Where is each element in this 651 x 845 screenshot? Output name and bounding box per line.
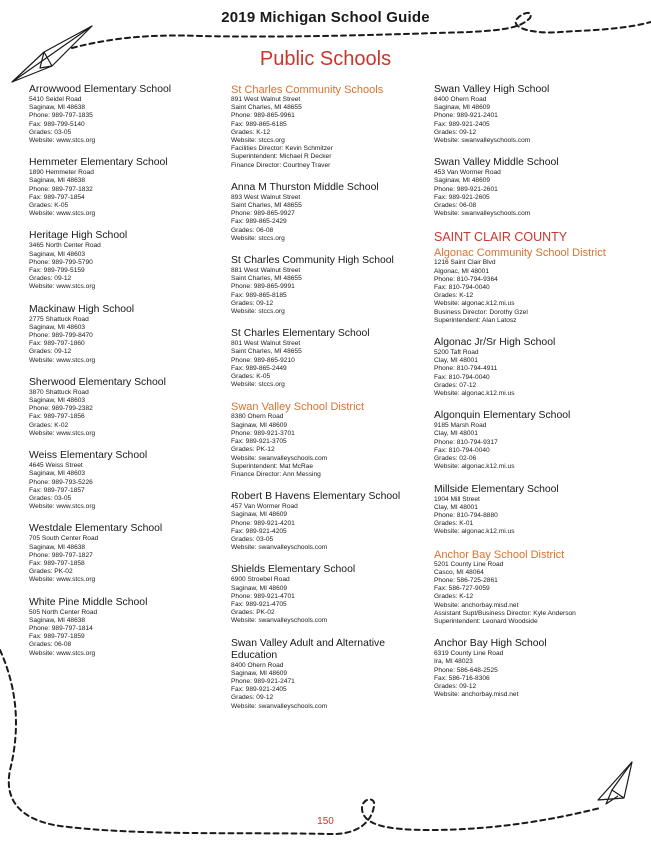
school-detail-line: Phone: 989-799-8470 xyxy=(29,332,93,340)
school-name: Arrowwood Elementary School xyxy=(29,84,172,95)
school-detail-line: Phone: 989-799-5790 xyxy=(29,258,93,266)
paper-airplane-icon xyxy=(598,762,632,804)
school-detail-line: Grades: PK-12 xyxy=(231,446,275,454)
school-detail-line: Fax: 989-799-5159 xyxy=(29,267,85,275)
school-detail-line: Website: stccs.org xyxy=(231,234,285,242)
school-detail-line: Fax: 586-727-9059 xyxy=(434,585,490,593)
school-entry xyxy=(434,484,639,537)
school-detail-line: Phone: 989-865-9927 xyxy=(231,210,295,218)
school-name: Algonac Jr/Sr High School xyxy=(434,337,556,349)
school-detail-line: Saginaw, MI 48638 xyxy=(29,543,86,551)
school-detail-line: Phone: 586-725-2861 xyxy=(434,576,498,584)
school-detail-line: Saginaw, MI 48609 xyxy=(231,511,288,519)
school-detail-line: 5201 County Line Road xyxy=(434,560,504,568)
school-detail-line: 5410 Seidel Road xyxy=(29,96,82,103)
school-detail-line: Website: www.stcs.org xyxy=(29,137,96,145)
school-detail-line: 1904 Mill Street xyxy=(434,495,480,503)
school-name: Millside Elementary School xyxy=(434,483,559,495)
school-name: Westdale Elementary School xyxy=(29,523,163,535)
school-entry xyxy=(29,377,224,438)
school-detail-line: Saginaw, MI 48609 xyxy=(231,421,288,429)
school-detail-line: 1890 Hemmeter Road xyxy=(29,169,94,177)
school-detail-line: Grades: PK-02 xyxy=(231,609,275,617)
school-detail-line: Phone: 989-921-2471 xyxy=(231,677,295,685)
school-detail-line: Grades: K-12 xyxy=(231,128,271,136)
school-detail-line: Grades: K-05 xyxy=(29,202,69,210)
school-detail-line: 881 West Walnut Street xyxy=(231,267,301,275)
school-detail-line: Fax: 989-921-4205 xyxy=(231,527,287,535)
school-detail-line: Fax: 810-794-0040 xyxy=(434,446,490,454)
school-detail-line: 457 Van Wormer Road xyxy=(231,503,298,511)
school-detail-line: Saint Charles, MI 48655 xyxy=(231,275,302,283)
school-detail-line: 705 South Center Road xyxy=(29,535,99,543)
school-detail-line: Saginaw, MI 48638 xyxy=(29,616,86,624)
school-detail-line: Superintendent: Leonard Woodside xyxy=(434,617,538,625)
school-entry xyxy=(434,638,639,699)
school-detail-line: Website: swanvalleyschools.com xyxy=(231,454,328,462)
school-name: Anna M Thurston Middle School xyxy=(231,181,379,193)
school-detail-line: Phone: 810-794-8880 xyxy=(434,511,498,519)
school-detail-line: Casco, MI 48064 xyxy=(434,568,484,576)
school-name: Weiss Elementary School xyxy=(29,450,148,462)
school-detail-line: Fax: 989-865-6185 xyxy=(231,120,287,128)
school-detail-line: Phone: 586-648-2525 xyxy=(434,666,498,674)
school-detail-line: 2775 Shattuck Road xyxy=(29,315,89,323)
school-name: St Charles Elementary School xyxy=(231,328,370,340)
school-entry xyxy=(434,549,639,627)
school-detail-line: Clay, MI 48001 xyxy=(434,503,478,511)
school-detail-line: Phone: 989-865-9991 xyxy=(231,283,295,291)
school-detail-line: Grades: 09-12 xyxy=(231,694,274,702)
school-name: Hemmeter Elementary School xyxy=(29,157,168,169)
school-entry xyxy=(29,304,224,365)
school-detail-line: Phone: 989-921-4201 xyxy=(231,519,295,527)
school-entry xyxy=(29,157,224,218)
school-detail-line: Grades: 03-05 xyxy=(29,128,72,136)
school-detail-line: Fax: 989-799-5140 xyxy=(29,120,85,128)
school-detail-line: Fax: 810-794-0040 xyxy=(434,284,490,292)
school-detail-line: Fax: 989-921-2405 xyxy=(434,120,490,128)
school-name: Shields Elementary School xyxy=(231,564,356,576)
school-detail-line: Saginaw, MI 48603 xyxy=(29,323,86,331)
school-detail-line: Website: anchorbay.misd.net xyxy=(434,601,519,609)
school-detail-line: Grades: 03-05 xyxy=(29,494,72,502)
school-detail-line: Website: swanvalleyschools.com xyxy=(231,702,328,710)
school-detail-line: 3870 Shattuck Road xyxy=(29,388,89,396)
school-detail-line: Website: swanvalleyschools.com xyxy=(434,210,531,218)
school-name: Swan Valley High School xyxy=(434,84,550,95)
school-detail-line: Saginaw, MI 48609 xyxy=(231,584,288,592)
school-detail-line: Grades: 06-08 xyxy=(29,641,72,649)
page-number: 150 xyxy=(317,816,334,827)
school-detail-line: Phone: 989-797-1827 xyxy=(29,551,93,559)
school-detail-line: Saginaw, MI 48638 xyxy=(29,177,86,185)
school-detail-line: Fax: 989-865-2449 xyxy=(231,364,287,372)
school-entry xyxy=(434,410,639,471)
school-detail-line: Finance Director: Courtney Traver xyxy=(231,161,331,169)
school-detail-line: Website: swanvalleyschools.com xyxy=(231,617,328,625)
directory-column-3 xyxy=(434,84,639,711)
school-detail-line: Fax: 989-921-2405 xyxy=(231,686,287,694)
district-name: St Charles Community Schools xyxy=(231,84,384,96)
district-name: Swan Valley School District xyxy=(231,401,365,414)
school-name: Anchor Bay High School xyxy=(434,638,547,650)
school-entry xyxy=(231,401,431,479)
school-detail-line: 8400 Ohern Road xyxy=(231,661,284,669)
school-detail-line: Saginaw, MI 48609 xyxy=(434,177,491,185)
school-entry xyxy=(231,328,431,389)
school-detail-line: Grades: K-02 xyxy=(29,421,69,429)
school-detail-line: Website: stccs.org xyxy=(231,308,285,316)
school-detail-line: Saginaw, MI 48603 xyxy=(29,397,86,405)
school-detail-line: Website: algonac.k12.mi.us xyxy=(434,463,515,471)
school-detail-line: Grades: 07-12 xyxy=(434,381,477,389)
school-detail-line: 893 West Walnut Street xyxy=(231,193,301,201)
school-detail-line: Grades: 03-05 xyxy=(231,535,274,543)
school-detail-line: Grades: K-01 xyxy=(434,520,474,528)
school-detail-line: Website: swanvalleyschools.com xyxy=(434,137,531,145)
school-name: Heritage High School xyxy=(29,230,128,242)
school-detail-line: Phone: 989-865-9210 xyxy=(231,356,295,364)
school-detail-line: Saginaw, MI 48609 xyxy=(231,669,288,677)
school-detail-line: Phone: 810-794-9317 xyxy=(434,438,498,446)
school-detail-line: Ira, MI 48023 xyxy=(434,658,473,666)
school-detail-line: Superintendent: Alan Latosz xyxy=(434,316,517,324)
school-entry xyxy=(231,84,431,170)
school-entry xyxy=(29,230,224,291)
school-detail-line: Grades: PK-02 xyxy=(29,568,73,576)
section-heading: Public Schools xyxy=(259,48,392,70)
district-name: Anchor Bay School District xyxy=(434,548,565,561)
school-detail-line: Superintendent: Michael R Decker xyxy=(231,153,332,161)
school-detail-line: 4645 Weiss Street xyxy=(29,462,83,470)
school-detail-line: Phone: 989-921-3701 xyxy=(231,429,295,437)
school-detail-line: Business Director: Dorothy Gzel xyxy=(434,308,528,316)
school-detail-line: Phone: 989-921-4701 xyxy=(231,592,295,600)
school-detail-line: Website: www.stcs.org xyxy=(29,356,96,364)
school-entry xyxy=(29,523,224,584)
school-entry xyxy=(434,230,639,325)
school-detail-line: 453 Van Wormer Road xyxy=(434,169,501,177)
school-detail-line: Saint Charles, MI 48655 xyxy=(231,104,302,112)
school-name: White Pine Middle School xyxy=(29,596,148,608)
school-detail-line: 9185 Marsh Road xyxy=(434,422,487,430)
school-detail-line: Website: anchorbay.misd.net xyxy=(434,691,519,699)
school-detail-line: Saginaw, MI 48609 xyxy=(434,104,491,112)
school-detail-line: Phone: 989-793-5226 xyxy=(29,478,93,486)
school-detail-line: Website: stccs.org xyxy=(231,137,285,145)
school-detail-line: Grades: K-05 xyxy=(231,373,271,381)
school-detail-line: Website: www.stcs.org xyxy=(29,283,96,291)
district-name: Algonac Community School District xyxy=(434,247,606,260)
school-detail-line: Fax: 989-797-1860 xyxy=(29,340,85,348)
school-name: Swan Valley Middle School xyxy=(434,157,559,169)
school-entry xyxy=(231,182,431,243)
school-detail-line: 505 North Center Road xyxy=(29,608,98,616)
school-name: Robert B Havens Elementary School xyxy=(231,491,401,503)
school-detail-line: Saint Charles, MI 48655 xyxy=(231,348,302,356)
county-heading: SAINT CLAIR COUNTY xyxy=(434,230,568,245)
school-detail-line: Saginaw, MI 48603 xyxy=(29,470,86,478)
school-detail-line: 801 West Walnut Street xyxy=(231,340,301,348)
school-detail-line: Website: algonac.k12.mi.us xyxy=(434,300,515,308)
school-detail-line: Fax: 989-797-1858 xyxy=(29,559,85,567)
school-detail-line: Grades: K-12 xyxy=(434,593,474,601)
school-detail-line: Grades: 09-12 xyxy=(231,299,274,307)
school-detail-line: Grades: 09-12 xyxy=(434,128,477,136)
school-detail-line: Facilities Director: Kevin Schmitzer xyxy=(231,145,333,153)
school-detail-line: Fax: 989-797-1854 xyxy=(29,193,85,201)
school-detail-line: Grades: 06-08 xyxy=(231,226,274,234)
school-detail-line: 8400 Ohern Road xyxy=(434,96,487,103)
school-detail-line: Assistant Supt/Business Director: Kyle Anderson xyxy=(434,609,576,617)
school-detail-line: 6319 County Line Road xyxy=(434,650,504,658)
school-detail-line: Fax: 989-865-2429 xyxy=(231,218,287,226)
school-detail-line: Clay, MI 48001 xyxy=(434,430,478,438)
school-detail-line: Phone: 989-921-2401 xyxy=(434,112,498,120)
school-entry xyxy=(434,84,639,145)
school-detail-line: Grades: 06-08 xyxy=(434,202,477,210)
school-name: Mackinaw High School xyxy=(29,303,135,315)
school-detail-line: Fax: 586-716-8306 xyxy=(434,674,490,682)
school-detail-line: Superintendent: Mat McRae xyxy=(231,462,314,470)
school-detail-line: 8380 Ohern Road xyxy=(231,413,284,421)
school-entry xyxy=(434,337,639,398)
school-detail-line: Finance Director: Ann Messing xyxy=(231,470,321,478)
school-detail-line: Website: www.stcs.org xyxy=(29,576,96,584)
school-detail-line: Fax: 989-797-1859 xyxy=(29,633,85,641)
school-detail-line: Website: stccs.org xyxy=(231,381,285,389)
school-detail-line: Phone: 810-794-9364 xyxy=(434,275,498,283)
school-detail-line: Saint Charles, MI 48655 xyxy=(231,202,302,210)
school-detail-line: Grades: 09-12 xyxy=(29,348,72,356)
school-name: Algonquin Elementary School xyxy=(434,410,571,422)
school-detail-line: Website: www.stcs.org xyxy=(29,429,96,437)
school-detail-line: Fax: 989-865-8185 xyxy=(231,291,287,299)
school-detail-line: Phone: 989-797-1835 xyxy=(29,112,93,120)
school-detail-line: Phone: 989-797-1814 xyxy=(29,624,93,632)
school-detail-line: Phone: 989-921-2601 xyxy=(434,185,498,193)
school-detail-line: Fax: 989-921-3705 xyxy=(231,438,287,446)
school-detail-line: Phone: 989-865-9961 xyxy=(231,112,295,120)
school-detail-line: Fax: 989-797-1857 xyxy=(29,486,85,494)
school-detail-line: Grades: 09-12 xyxy=(434,682,477,690)
school-detail-line: Phone: 989-797-1832 xyxy=(29,185,93,193)
school-name: St Charles Community High School xyxy=(231,255,394,267)
school-detail-line: Fax: 810-794-0040 xyxy=(434,373,490,381)
school-entry xyxy=(434,157,639,218)
school-detail-line: Fax: 989-921-2605 xyxy=(434,193,490,201)
school-detail-line: Phone: 810-794-4911 xyxy=(434,365,498,373)
school-detail-line: Website: www.stcs.org xyxy=(29,503,96,511)
school-detail-line: 6900 Stroebel Road xyxy=(231,576,290,584)
school-detail-line: Fax: 989-797-1856 xyxy=(29,413,85,421)
school-detail-line: Website: algonac.k12.mi.us xyxy=(434,390,515,398)
school-detail-line: 3465 North Center Road xyxy=(29,242,101,250)
school-detail-line: 891 West Walnut Street xyxy=(231,96,301,103)
school-detail-line: Fax: 989-921-4705 xyxy=(231,600,287,608)
school-name: Swan Valley Adult and Alternative Education xyxy=(231,637,386,661)
school-detail-line: Grades: 09-12 xyxy=(29,275,72,283)
school-detail-line: 5200 Taft Road xyxy=(434,349,479,357)
school-entry xyxy=(29,84,224,145)
school-detail-line: Website: algonac.k12.mi.us xyxy=(434,528,515,536)
school-detail-line: Website: swanvalleyschools.com xyxy=(231,544,328,552)
school-detail-line: Saginaw, MI 48638 xyxy=(29,104,86,112)
school-entry xyxy=(29,450,224,511)
school-entry xyxy=(29,597,224,658)
school-name: Sherwood Elementary School xyxy=(29,376,166,388)
school-detail-line: Saginaw, MI 48603 xyxy=(29,250,86,258)
school-detail-line: Website: www.stcs.org xyxy=(29,649,96,657)
directory-column-1 xyxy=(29,84,224,670)
school-detail-line: Grades: 02-06 xyxy=(434,455,477,463)
guide-title: 2019 Michigan School Guide xyxy=(221,9,430,26)
school-detail-line: 1216 Saint Clair Blvd xyxy=(434,259,496,267)
directory-column-2 xyxy=(231,84,431,723)
school-detail-line: Website: www.stcs.org xyxy=(29,210,96,218)
school-detail-line: Phone: 989-799-2382 xyxy=(29,405,93,413)
school-entry xyxy=(231,491,431,552)
school-detail-line: Algonac, MI 48001 xyxy=(434,267,489,275)
school-detail-line: Clay, MI 48001 xyxy=(434,357,478,365)
school-entry xyxy=(231,564,431,625)
school-detail-line: Grades: K-12 xyxy=(434,292,474,300)
school-entry xyxy=(231,255,431,316)
school-entry xyxy=(231,638,431,711)
